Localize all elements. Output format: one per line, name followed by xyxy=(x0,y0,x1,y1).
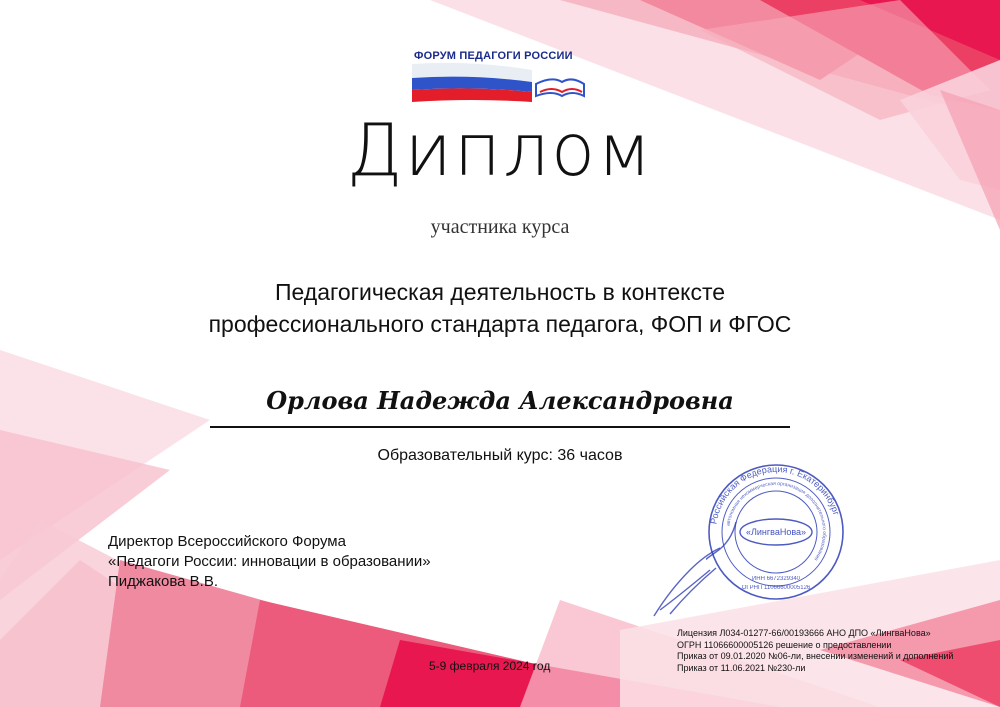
course-dates: 5-9 февраля 2024 год xyxy=(429,659,551,673)
course-hours: Образовательный курс: 36 часов xyxy=(377,447,623,464)
stamp-ogrn-text: ОГРНП 11066600005126 xyxy=(741,585,811,591)
license-info xyxy=(677,628,953,674)
director-name: Пиджакова В.В. xyxy=(108,573,219,590)
course-title-line2: профессионального стандарта педагога, ФОП и ФГОС xyxy=(208,311,792,337)
course-title xyxy=(150,276,850,340)
stamp-inn-text: ИНН 6672329340 xyxy=(751,576,801,582)
stamp-outer-text: Российская Федерация г. Екатеринбург xyxy=(708,463,842,525)
forum-name: «Педагоги России: инновации в образовании» xyxy=(108,553,431,570)
logo-text: ФОРУМ ПЕДАГОГИ РОССИИ xyxy=(414,50,573,62)
director-signature-block xyxy=(108,532,431,592)
diploma-title: Диплом xyxy=(346,108,654,192)
license-line-3: Приказ от 09.01.2020 №06-ли, внесении изменений и дополнений xyxy=(677,651,954,661)
diploma-subtitle: участника курса xyxy=(430,216,570,238)
license-line-2: ОГРН 11066600005126 решение о предоставлении xyxy=(677,639,892,650)
name-underline xyxy=(210,426,790,428)
svg-text:автономная некоммерческая орга xyxy=(725,481,827,562)
stamp-inner-text: автономная некоммерческая организация дополнительного образования xyxy=(725,480,828,562)
signature-scribble xyxy=(650,540,730,620)
director-title: Директор Всероссийского Форума xyxy=(108,533,346,550)
course-title-line1: Педагогическая деятельность в контексте xyxy=(274,279,726,305)
license-line-1: Лицензия Л034-01277-66/00193666 АНО ДПО «ЛингваНова» xyxy=(677,628,931,638)
recipient-name: Орлова Надежда Александровна xyxy=(266,386,734,415)
license-line-4: Приказ от 11.06.2021 №230-ли xyxy=(677,662,806,673)
stamp-center-text: «ЛингваНова» xyxy=(745,527,807,537)
